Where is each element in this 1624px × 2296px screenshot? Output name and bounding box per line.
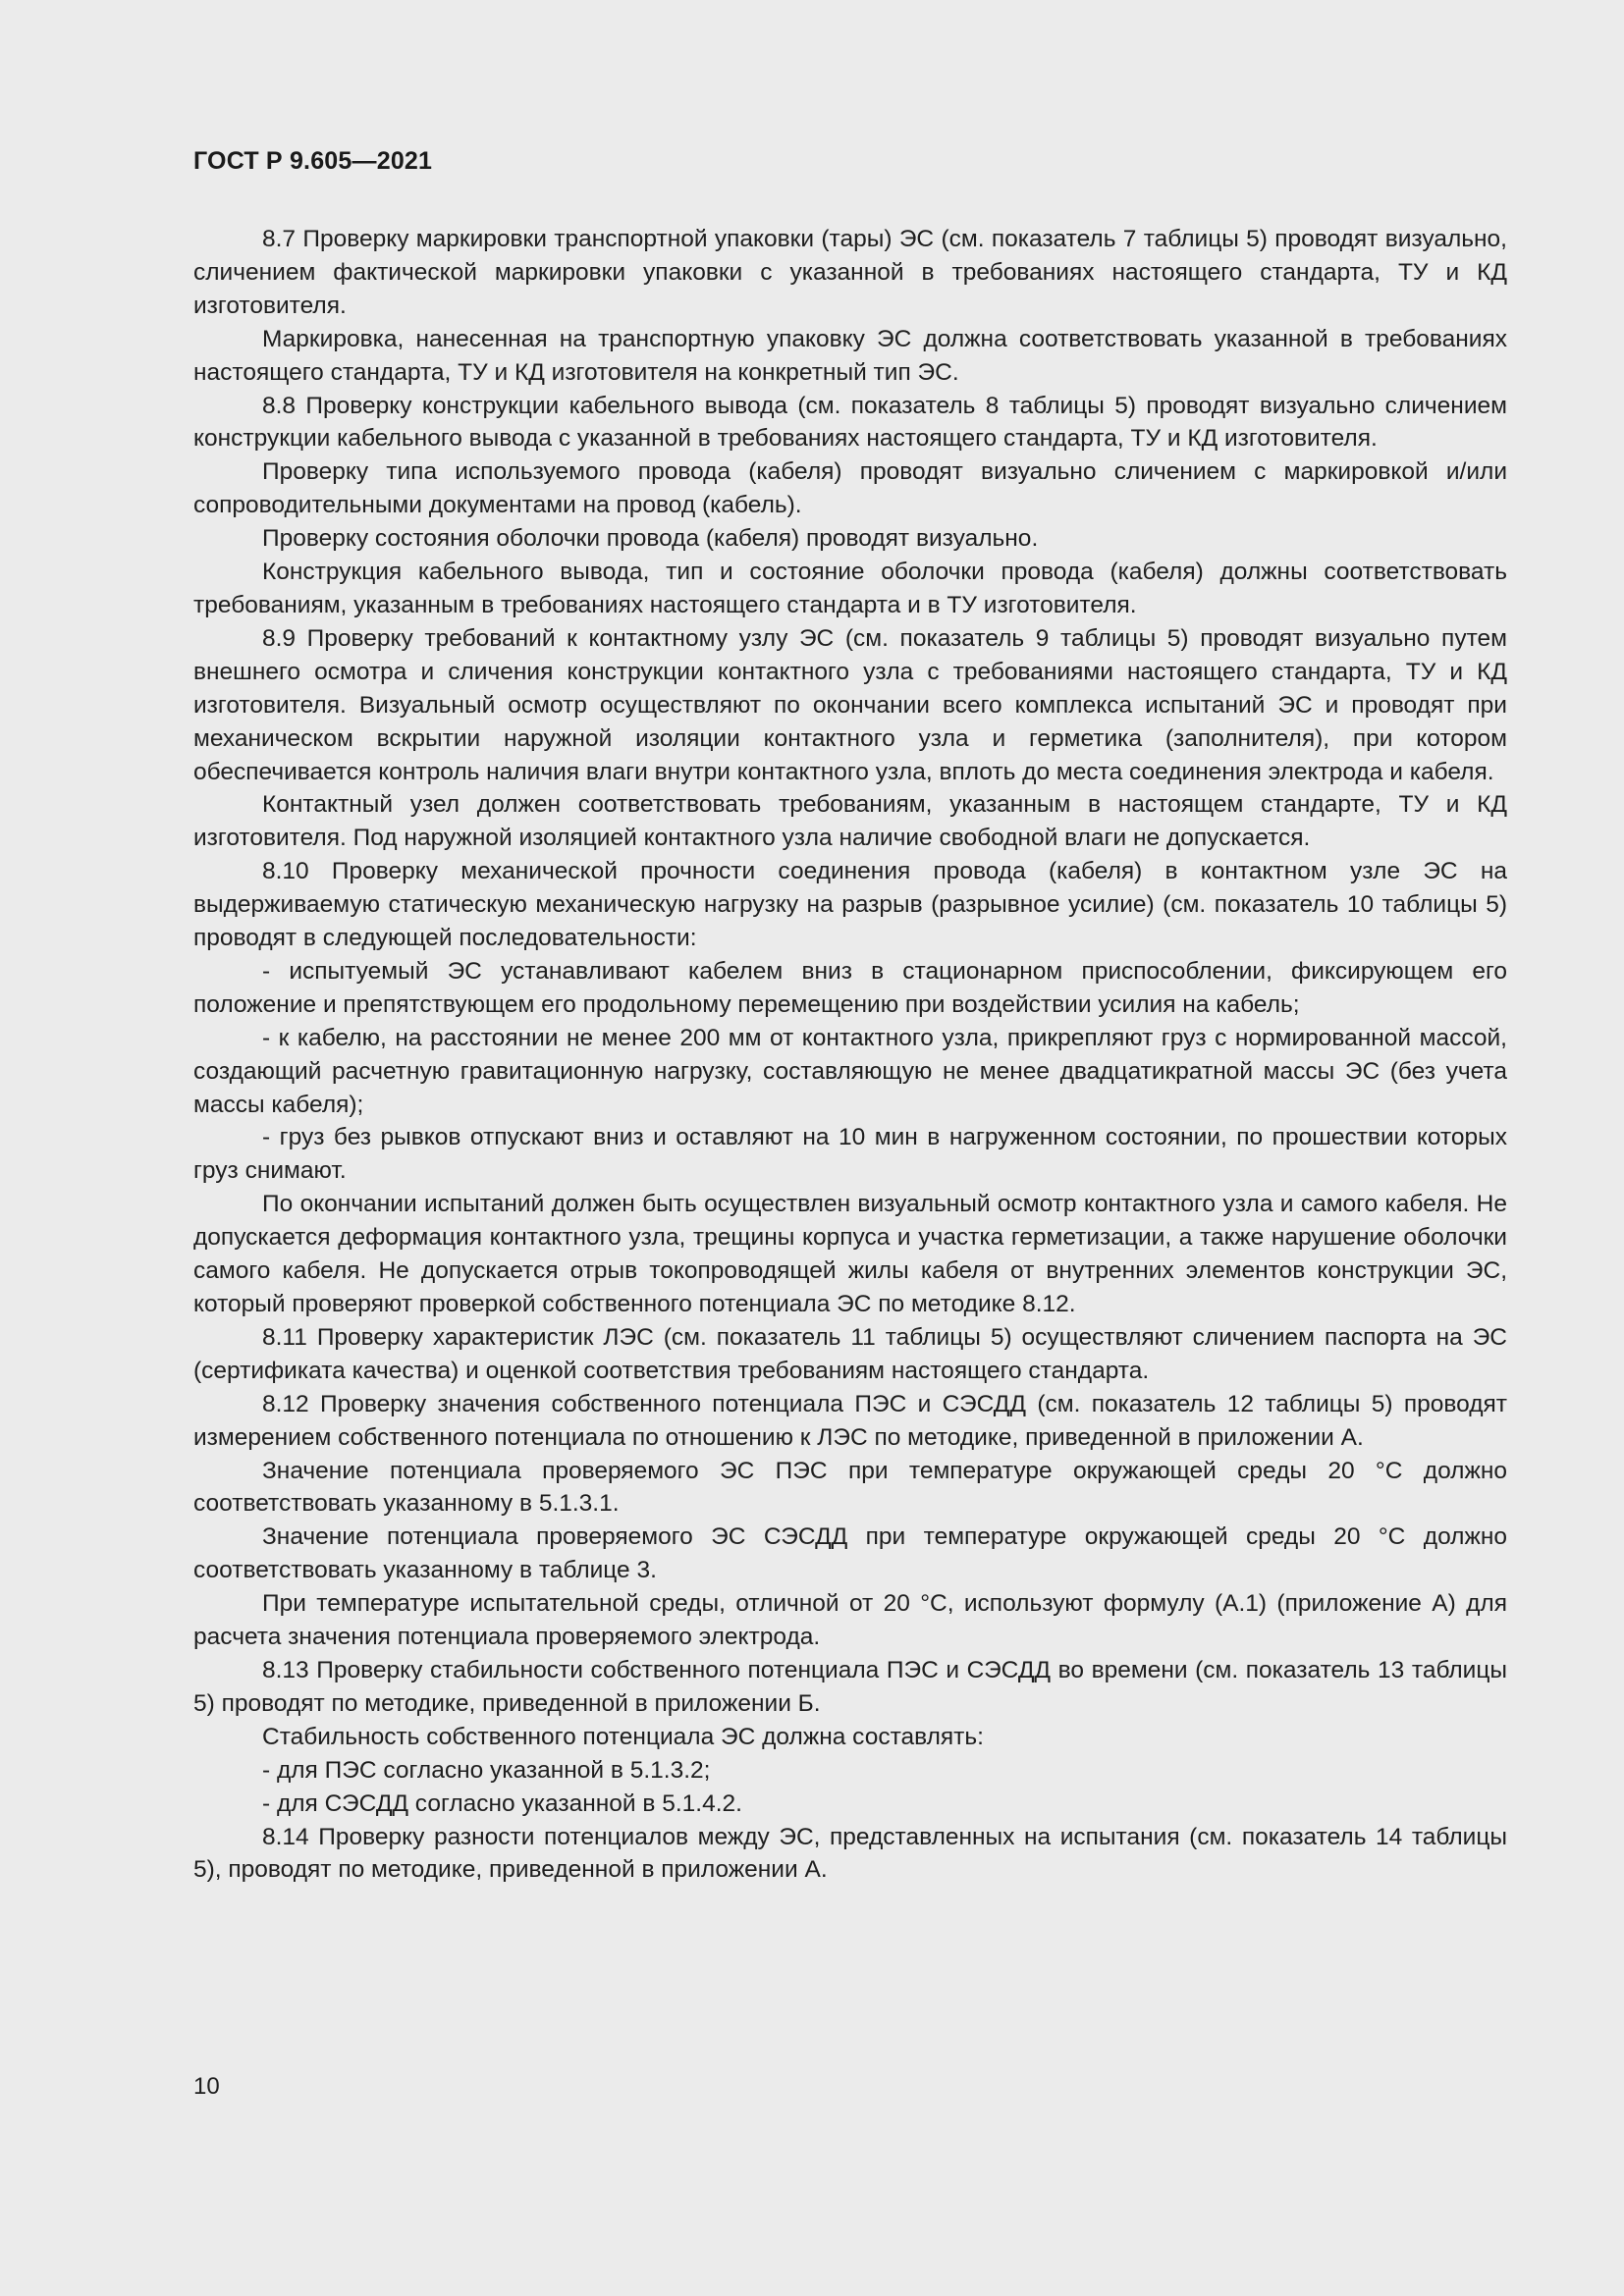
paragraph-8-12: 8.12 Проверку значения собственного потенциала ПЭС и СЭСДД (см. показатель 12 таблицы 5) проводят измерением собственного потенциала по отношению к ЛЭС по методике, приведенной в приложении А. <box>193 1390 1507 1451</box>
paragraph-contact-node: Контактный узел должен соответствовать требованиям, указанным в настоящем стандарте, ТУ и КД изготовителя. Под наружной изоляцией контактного узла наличие свободной влаги не допускается. <box>193 791 1507 852</box>
paragraph-8-11: 8.11 Проверку характеристик ЛЭС (см. показатель 11 таблицы 5) осуществляют сличением паспорта на ЭС (сертификата качества) и оценкой соответствия требованиям настоящего стандарта. <box>193 1323 1507 1384</box>
paragraph-8-9: 8.9 Проверку требований к контактному узлу ЭС (см. показатель 9 таблицы 5) проводят визуально путем внешнего осмотра и сличения конструкции контактного узла с требованиями настоящего стандарта, ТУ и КД изготовителя. Визуальный осмотр осуществляют по окончании всего комплекса испытаний ЭС и проводят при механическом вскрытии наружной изоляции контактного узла и герметика (заполнителя), при котором обеспечивается контроль наличия влаги внутри контактного узла, вплоть до места соединения электрода и кабеля. <box>193 624 1507 785</box>
document-body <box>193 223 1507 1887</box>
paragraph-marking: Маркировка, нанесенная на транспортную упаковку ЭС должна соответствовать указанной в требованиях настоящего стандарта, ТУ и КД изготовителя на конкретный тип ЭС. <box>193 325 1507 386</box>
paragraph-stability: Стабильность собственного потенциала ЭС должна составлять: <box>262 1723 984 1750</box>
list-item: - к кабелю, на расстоянии не менее 200 мм от контактного узла, прикрепляют груз с нормированной массой, создающий расчетную гравитационную нагрузку, составляющую не менее двадцатикратной массы ЭС (без учета массы кабеля); <box>193 1024 1507 1118</box>
paragraph-cable-construction: Конструкция кабельного вывода, тип и состояние оболочки провода (кабеля) должны соответствовать требованиям, указанным в требованиях настоящего стандарта и в ТУ изготовителя. <box>193 559 1507 618</box>
page-number: 10 <box>193 2073 220 2100</box>
paragraph-8-8: 8.8 Проверку конструкции кабельного вывода (см. показатель 8 таблицы 5) проводят визуально сличением конструкции кабельного вывода с указанной в требованиях настоящего стандарта, ТУ и КД изготовителя. <box>193 392 1507 453</box>
paragraph-8-7: 8.7 Проверку маркировки транспортной упаковки (тары) ЭС (см. показатель 7 таблицы 5) проводят визуально, сличением фактической маркировки упаковки с указанной в требованиях настоящего стандарта, ТУ и КД изготовителя. <box>193 226 1507 319</box>
paragraph-8-10: 8.10 Проверку механической прочности соединения провода (кабеля) в контактном узле ЭС на выдерживаемую статическую механическую нагрузку на разрыв (разрывное усилие) (см. показатель 10 таблицы 5) проводят в следующей последовательности: <box>193 858 1507 952</box>
list-item: - для ПЭС согласно указанной в 5.1.3.2; <box>262 1756 711 1784</box>
paragraph-8-13: 8.13 Проверку стабильности собственного потенциала ПЭС и СЭСДД во времени (см. показатель 13 таблицы 5) проводят по методике, приведенной в приложении Б. <box>193 1656 1507 1717</box>
paragraph-sheath-check: Проверку состояния оболочки провода (кабеля) проводят визуально. <box>262 525 1039 553</box>
paragraph-8-14: 8.14 Проверку разности потенциалов между ЭС, представленных на испытания (см. показатель 14 таблицы 5), проводят по методике, приведенной в приложении А. <box>193 1823 1507 1884</box>
document-header: ГОСТ Р 9.605—2021 <box>193 147 433 175</box>
paragraph-wire-type: Проверку типа используемого провода (кабеля) проводят визуально сличением с маркировкой и/или сопроводительными документами на провод (кабель). <box>193 458 1507 519</box>
list-item: - для СЭСДД согласно указанной в 5.1.4.2. <box>262 1789 742 1817</box>
paragraph-after-test: По окончании испытаний должен быть осуществлен визуальный осмотр контактного узла и самого кабеля. Не допускается деформация контактного узла, трещины корпуса и участка герметизации, а также нарушение оболочки самого кабеля. Не допускается отрыв токопроводящей жилы кабеля от внутренних элементов конструкции ЭС, который проверяют проверкой собственного потенциала ЭС по методике 8.12. <box>193 1191 1507 1317</box>
list-item: - испытуемый ЭС устанавливают кабелем вниз в стационарном приспособлении, фиксирующем его положение и препятствующем его продольному перемещению при воздействии усилия на кабель; <box>193 957 1507 1018</box>
list-item: - груз без рывков отпускают вниз и оставляют на 10 мин в нагруженном состоянии, по прошествии которых груз снимают. <box>193 1124 1507 1185</box>
paragraph-temperature: При температуре испытательной среды, отличной от 20 °С, используют формулу (А.1) (приложение А) для расчета значения потенциала проверяемого электрода. <box>193 1590 1507 1651</box>
paragraph-sesdd-potential: Значение потенциала проверяемого ЭС СЭСДД при температуре окружающей среды 20 °С должно соответствовать указанному в таблице 3. <box>193 1523 1507 1584</box>
paragraph-pes-potential: Значение потенциала проверяемого ЭС ПЭС при температуре окружающей среды 20 °С должно соответствовать указанному в 5.1.3.1. <box>193 1457 1507 1518</box>
